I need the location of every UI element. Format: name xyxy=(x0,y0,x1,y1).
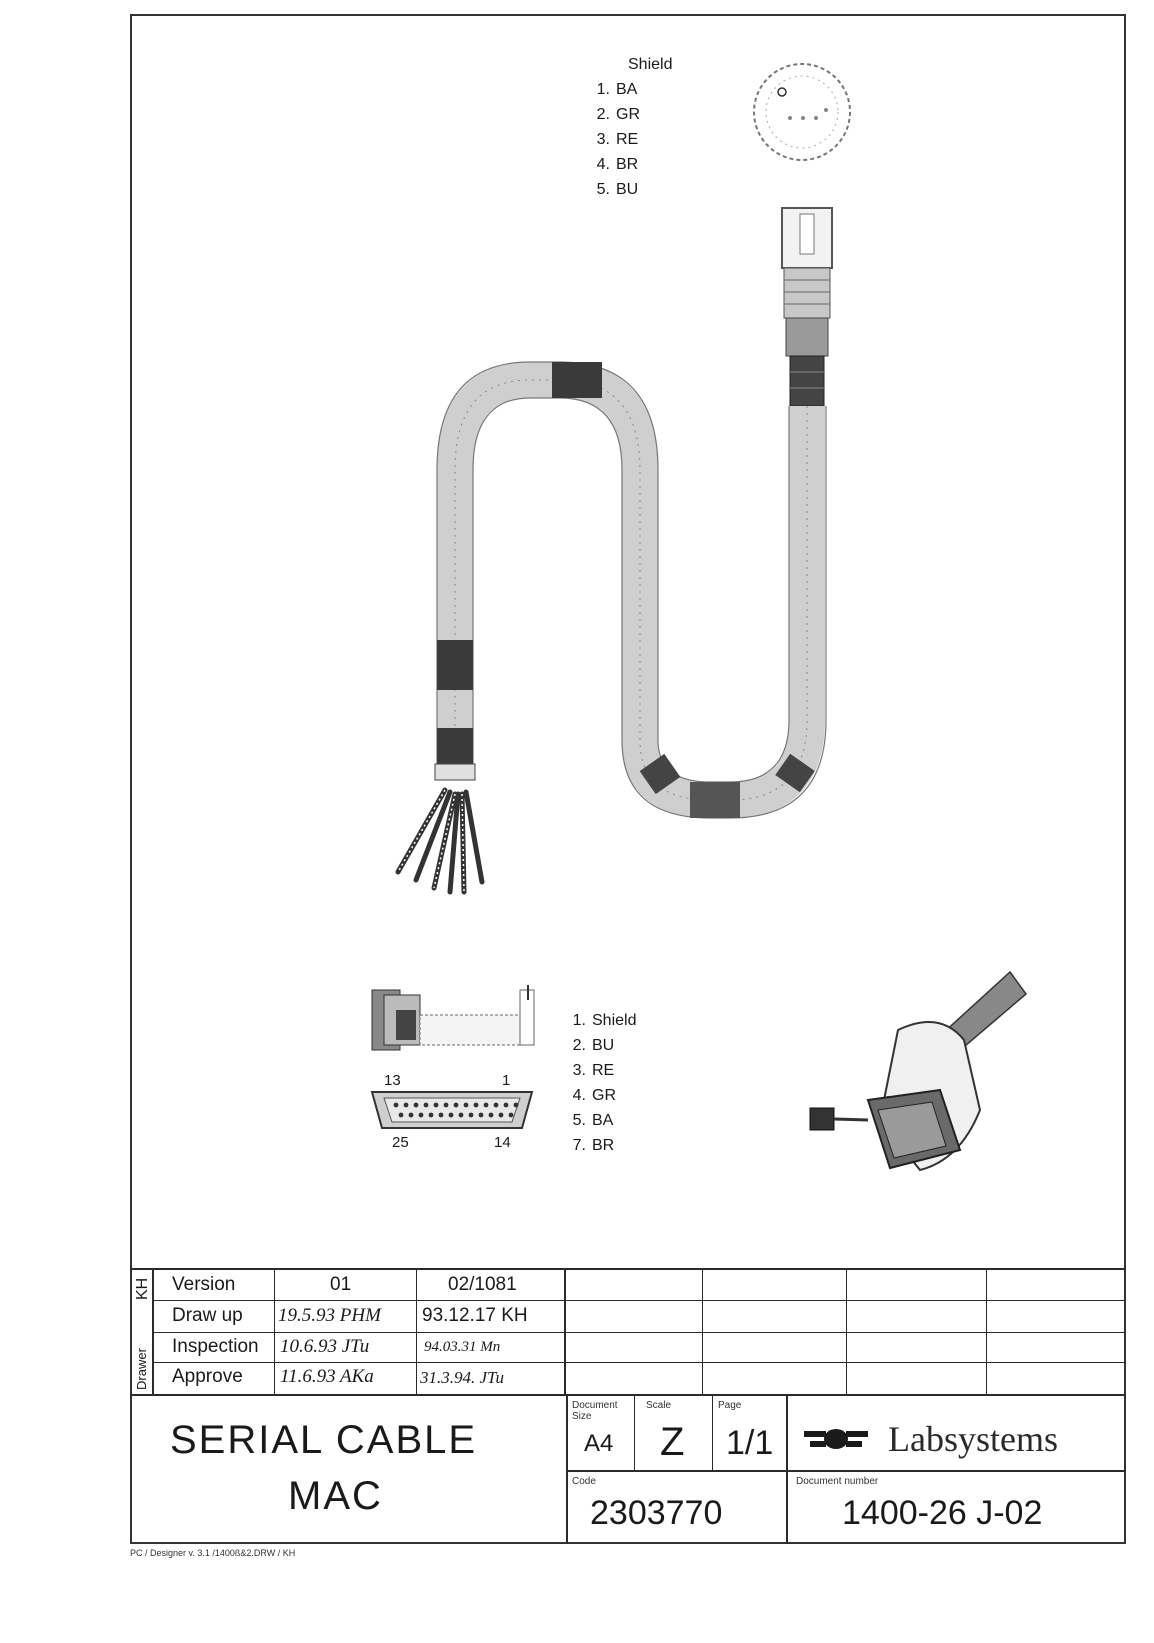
pin-list-item: 7. BR xyxy=(572,1137,615,1154)
approve-signature: 31.3.94. JTu xyxy=(420,1368,505,1387)
draw-up-value-2: 93.12.17 KH xyxy=(422,1305,528,1326)
pin-number-1: 1 xyxy=(502,1072,511,1089)
doc-number-label: Document number xyxy=(796,1476,879,1487)
pin-list-item: 4. GR xyxy=(572,1087,616,1104)
table-rule xyxy=(416,1268,417,1396)
code-value: 2303770 xyxy=(590,1494,723,1532)
title-block-rule xyxy=(712,1396,713,1470)
pin-number-14: 14 xyxy=(494,1134,511,1151)
scale-label: Scale xyxy=(646,1400,672,1411)
doc-size-value: A4 xyxy=(584,1430,614,1457)
pin-list-item: 4. BR xyxy=(596,156,639,173)
pin-list-item: 5. BU xyxy=(596,181,639,198)
pin-number-25: 25 xyxy=(392,1134,409,1151)
version-value-2: 02/1081 xyxy=(448,1274,517,1295)
version-value-1: 01 xyxy=(330,1274,352,1295)
cable-band-icon xyxy=(437,728,473,764)
file-info: PC / Designer v. 3.1 /1400ß&2.DRW / KH xyxy=(130,1548,296,1558)
drawer-initials: KH xyxy=(134,1277,151,1300)
inspection-value-1: 10.6.93 JTu xyxy=(280,1336,370,1357)
table-rule xyxy=(152,1362,1126,1363)
drawing-title: SERIAL CABLE xyxy=(170,1418,478,1462)
table-rule xyxy=(274,1268,275,1396)
round-connector-face-icon xyxy=(754,64,850,160)
approve-value-1: 11.6.93 AKa xyxy=(280,1366,374,1387)
dsub-front-view-icon xyxy=(372,1092,532,1128)
title-block-rule xyxy=(566,1470,1126,1472)
table-rule xyxy=(152,1332,1126,1333)
dsub-perspective-view-icon xyxy=(810,972,1026,1170)
page-value: 1/1 xyxy=(726,1424,774,1462)
table-rule xyxy=(846,1268,847,1396)
draw-up-value-1: 19.5.93 PHM xyxy=(278,1305,381,1326)
drawer-label: Drawer xyxy=(134,1348,149,1390)
row-label-draw-up: Draw up xyxy=(172,1305,243,1326)
code-label: Code xyxy=(572,1476,596,1487)
pin-list-item: 3. RE xyxy=(596,131,639,148)
table-rule xyxy=(152,1268,154,1396)
table-rule xyxy=(564,1268,566,1396)
pin-number-13: 13 xyxy=(384,1072,401,1089)
round-connector-plug-icon xyxy=(782,208,832,406)
table-rule xyxy=(702,1268,703,1396)
pin-list-item: 1. BA xyxy=(596,81,638,98)
connector-b-pin-list xyxy=(564,1008,636,1158)
dsub-side-view-icon xyxy=(372,985,534,1050)
inspection-signature: 94.03.31 Mn xyxy=(424,1339,501,1355)
table-rule xyxy=(986,1268,987,1396)
pin-list-item: 3. RE xyxy=(572,1062,615,1079)
doc-size-label: Document Size xyxy=(572,1400,618,1422)
company-name: Labsystems xyxy=(888,1419,1058,1459)
table-rule xyxy=(152,1300,1126,1301)
cable-band-icon xyxy=(437,640,473,690)
row-label-inspection: Inspection xyxy=(172,1336,259,1357)
table-rule xyxy=(130,1268,1126,1270)
row-label-approve: Approve xyxy=(172,1366,243,1387)
table-rule xyxy=(130,1394,1126,1396)
page-label: Page xyxy=(718,1400,742,1411)
pin-list-item: 5. BA xyxy=(572,1112,614,1129)
cable-band-icon xyxy=(690,782,740,818)
pin-list-item: 2. BU xyxy=(572,1037,615,1054)
cable-end-sleeve-icon xyxy=(435,764,475,780)
drawing-subtitle: MAC xyxy=(288,1474,383,1518)
company-logo-icon xyxy=(800,1422,872,1456)
doc-number-value: 1400-26 J-02 xyxy=(842,1494,1043,1532)
title-block-rule xyxy=(634,1396,635,1470)
scale-value: Z xyxy=(660,1420,685,1464)
row-label-version: Version xyxy=(172,1274,236,1295)
pin-list-item: 1. Shield xyxy=(572,1012,637,1029)
pin-list-item: 2. GR xyxy=(596,106,640,123)
cable-band-icon xyxy=(552,362,602,398)
shield-label: Shield xyxy=(628,56,673,73)
cable-loop xyxy=(437,362,826,818)
wire-ends-icon xyxy=(398,790,482,892)
